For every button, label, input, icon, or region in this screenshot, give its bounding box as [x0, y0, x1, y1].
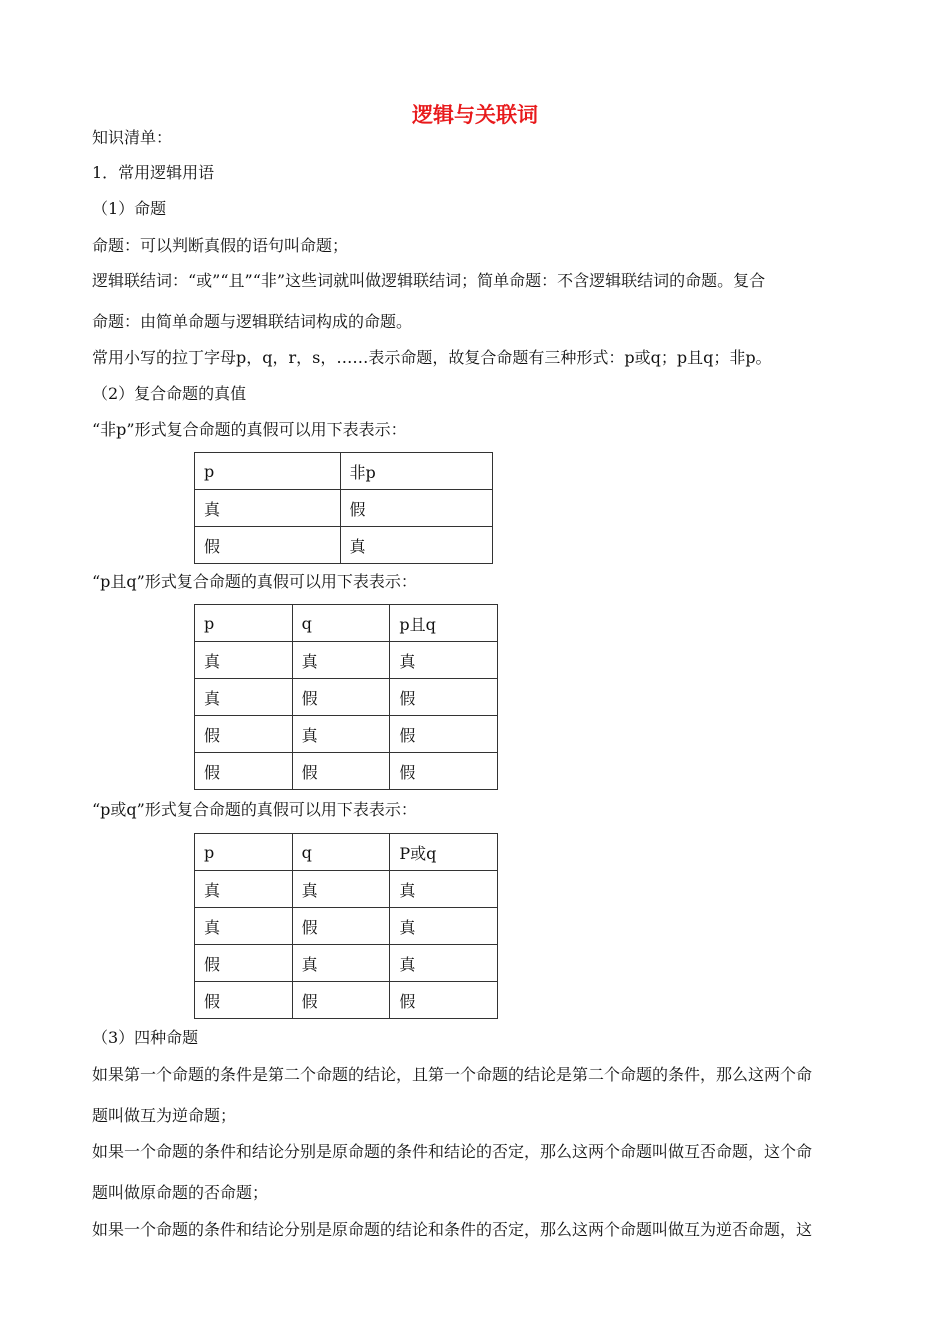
table-row: [195, 945, 498, 982]
page-title: 逻辑与关联词: [412, 103, 538, 127]
table-row: [195, 527, 493, 564]
table-cell: q: [292, 834, 390, 871]
table-cell: 真: [195, 642, 293, 679]
table-cell: 假: [195, 982, 293, 1019]
table-cell: 真: [195, 679, 293, 716]
subsection-heading: 1．常用逻辑用语: [92, 163, 215, 182]
table-cell: 假: [390, 716, 498, 753]
table-cell: 假: [292, 753, 390, 790]
table-cell: 真: [390, 871, 498, 908]
table-cell: 假: [195, 716, 293, 753]
table-cell: 假: [292, 982, 390, 1019]
table-row: [195, 490, 493, 527]
table-row: [195, 642, 498, 679]
table-row: [195, 679, 498, 716]
table-row: [195, 716, 498, 753]
table-cell: 假: [390, 982, 498, 1019]
paragraph-line: 如果一个命题的条件和结论分别是原命题的条件和结论的否定，那么这两个命题叫做互否命题，这个命: [92, 1142, 813, 1161]
paragraph-line: 命题：由简单命题与逻辑联结词构成的命题。: [92, 312, 413, 331]
table-row: [195, 753, 498, 790]
table-cell: 真: [195, 490, 341, 527]
table-caption: “非p”形式复合命题的真假可以用下表表示：: [92, 420, 407, 439]
truth-table-not-p: [194, 452, 493, 564]
table-cell: 假: [390, 679, 498, 716]
table-caption: “p且q”形式复合命题的真假可以用下表表示：: [92, 572, 417, 591]
table-cell: 真: [195, 871, 293, 908]
truth-table-p-and-q: [194, 604, 498, 790]
paragraph-line: 题叫做互为逆命题；: [92, 1106, 237, 1125]
paragraph-line: 常用小写的拉丁字母p，q，r，s，……表示命题，故复合命题有三种形式：p或q；p且q；非p。: [92, 348, 772, 367]
table-cell: 真: [195, 908, 293, 945]
table-cell: 假: [195, 753, 293, 790]
table-row: [195, 908, 498, 945]
table-header-row: [195, 453, 493, 490]
truth-table-p-or-q: [194, 833, 498, 1019]
table-cell: 非p: [340, 453, 493, 490]
table-cell: 假: [292, 679, 390, 716]
paragraph-line: 命题：可以判断真假的语句叫命题；: [92, 236, 349, 255]
paragraph-line: 逻辑联结词：“或”“且”“非”这些词就叫做逻辑联结词；简单命题：不含逻辑联结词的命题。复合: [92, 271, 766, 290]
table-cell: P或q: [390, 834, 498, 871]
table-cell: 真: [292, 642, 390, 679]
table-cell: 假: [195, 945, 293, 982]
section-heading: 知识清单：: [92, 128, 173, 147]
table-header-row: [195, 834, 498, 871]
table-cell: 真: [292, 945, 390, 982]
table-cell: p且q: [390, 605, 498, 642]
subsection-heading: （3）四种命题: [92, 1028, 199, 1047]
table-cell: 假: [195, 527, 341, 564]
table-cell: 假: [390, 753, 498, 790]
table-cell: 真: [390, 945, 498, 982]
table-cell: q: [292, 605, 390, 642]
table-cell: p: [195, 605, 293, 642]
subsection-heading: （1）命题: [92, 199, 167, 218]
paragraph-line: 题叫做原命题的否命题；: [92, 1183, 269, 1202]
paragraph-line: 如果第一个命题的条件是第二个命题的结论，且第一个命题的结论是第二个命题的条件，那么这两个命: [92, 1065, 813, 1084]
table-row: [195, 871, 498, 908]
table-cell: 假: [292, 908, 390, 945]
table-caption: “p或q”形式复合命题的真假可以用下表表示：: [92, 800, 417, 819]
table-cell: p: [195, 834, 293, 871]
table-cell: 真: [292, 871, 390, 908]
subsection-heading: （2）复合命题的真值: [92, 384, 247, 403]
table-cell: 真: [390, 908, 498, 945]
table-cell: 真: [340, 527, 493, 564]
table-cell: 假: [340, 490, 493, 527]
table-cell: 真: [292, 716, 390, 753]
table-cell: p: [195, 453, 341, 490]
table-header-row: [195, 605, 498, 642]
table-cell: 真: [390, 642, 498, 679]
table-row: [195, 982, 498, 1019]
paragraph-line: 如果一个命题的条件和结论分别是原命题的结论和条件的否定，那么这两个命题叫做互为逆否命题，这: [92, 1220, 813, 1239]
